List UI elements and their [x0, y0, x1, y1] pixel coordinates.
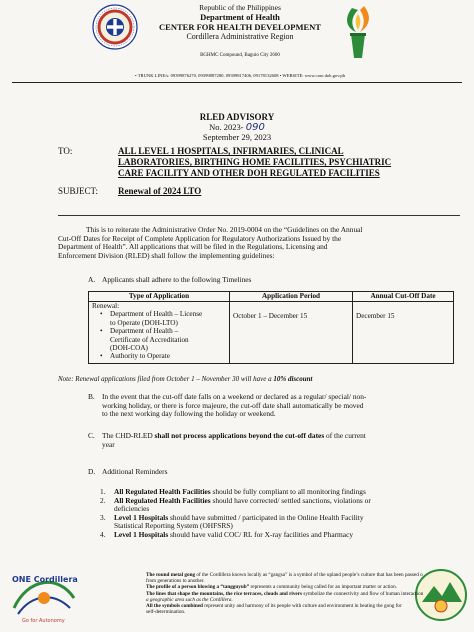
renewal-label: Renewal:: [92, 302, 120, 310]
table-row: [89, 302, 454, 364]
header-department: Department of Health: [200, 12, 280, 22]
timeline-item-2-line-3: (DOH-COA): [110, 344, 148, 353]
list-item: [92, 310, 226, 327]
reminder-3-text: [114, 514, 462, 531]
section-c-line-1: [102, 432, 462, 441]
reminder-2-cont: deficiencies: [114, 504, 150, 514]
bullet-icon: •: [100, 327, 103, 336]
timeline-item-2: [110, 327, 226, 352]
footer-line-3-rest: represents a community being called for an important matter or action.: [249, 584, 398, 591]
intro-line-4: Enforcement Division (RLED) shall follow the implementing guidelines:: [58, 250, 275, 260]
section-a-text: Applicants shall adhere to the following Timelines: [102, 275, 252, 284]
renewal-note-text: Note: Renewal applications filed from October 1 – November 30 will have a: [58, 375, 274, 383]
section-b-line-2: working holiday, or there is force majeure, the cut-off date shall automatically be moved: [102, 400, 364, 410]
section-b-text: [102, 393, 462, 419]
section-c-label: C.: [88, 431, 95, 440]
timeline-item-2-line-2: Certificate of Accreditation: [110, 335, 189, 344]
footer-line-5-rest: a geographic area such as the Cordillera.: [146, 596, 233, 603]
bullet-icon: •: [100, 310, 103, 319]
one-cordillera-logo-icon: [8, 568, 78, 624]
intro-line-1: This is to reiterate the Administrative Order No. 2019-0004 on the “Guidelines on the Annual: [86, 225, 363, 234]
footer-line-1-bold: The round metal gong: [146, 572, 196, 578]
to-line-1: ALL LEVEL 1 HOSPITALS, INFIRMARIES, CLINICAL: [118, 146, 344, 156]
reminder-3-rest: should have submitted / participated in the Online Health Facility: [168, 512, 364, 522]
intro-line-3: Department of Health”. All applications that will be filed in the Regulations, Licensing and: [58, 242, 328, 252]
section-c-line-2: year: [102, 439, 115, 449]
section-d-title: Additional Reminders: [102, 467, 168, 476]
footer-line-4-bold: The lines that shape the mountains, the rice terraces, clouds and rivers: [146, 590, 303, 597]
section-b-label: B.: [88, 392, 95, 401]
timeline-header-period: Application Period: [230, 292, 353, 302]
advisory-date: September 29, 2023: [202, 132, 272, 142]
subject-text: Renewal of 2024 LTO: [118, 186, 202, 196]
reminders-list: [100, 488, 462, 540]
header-divider: [12, 82, 462, 83]
timeline-table: [88, 291, 454, 364]
torch-logo-icon: [338, 4, 378, 60]
one-cordillera-logo-sub: Go for Autonomy: [22, 618, 65, 624]
reminder-2-bold: All Regulated Health Facilities: [114, 495, 211, 505]
reminder-3-cont: Statistical Reporting System (OHFSRS): [114, 521, 233, 531]
footer-line-3-bold: The profile of a person blowing a “tangguyub”: [146, 584, 250, 591]
header-region: Cordillera Administrative Region: [186, 32, 294, 41]
to-line-3: CARE FACILITY AND OTHER DOH REGULATED FACILITIES: [118, 168, 380, 178]
reminder-4-rest: should have valid COC/ RL for X-ray facilities and Pharmacy: [168, 529, 354, 539]
section-b-line-1: In the event that the cut-off date falls on a weekend or declared as a regular/ special/ non-: [102, 392, 367, 401]
subject-label: SUBJECT:: [58, 186, 99, 196]
timeline-item-3: Authority to Operate: [110, 352, 170, 361]
header-republic: Republic of the Philippines: [199, 3, 281, 12]
header-address: BGHMC Compound, Baguio City 2600: [200, 53, 280, 58]
footer-line-2-rest: from generations to another.: [146, 578, 205, 585]
footer-line-1-rest: of the Cordillera known locally as “gangsa” is a symbol of the upland people’s culture that has been passed o: [195, 572, 423, 578]
timeline-item-1: [110, 310, 226, 327]
to-line-2: LABORATORIES, BIRTHING HOME FACILITIES, PSYCHIATRIC: [118, 157, 392, 167]
reminder-1-rest: should be fully compliant to all monitoring findings: [210, 487, 366, 496]
reminder-2-rest: should have corrected/ settled sanctions, violations or: [210, 495, 371, 505]
advisory-number-prefix: No. 2023-: [209, 122, 244, 132]
reminder-3-bold: Level 1 Hospitals: [114, 512, 169, 522]
header-center: CENTER FOR HEALTH DEVELOPMENT: [159, 22, 321, 32]
footer-text: [146, 572, 468, 615]
timeline-header-type: Type of Application: [89, 292, 230, 302]
timeline-period-cell: October 1 – December 15: [230, 302, 353, 364]
advisory-number-handwritten: 090: [245, 122, 265, 133]
timeline-item-1-line-1: Department of Health – License: [110, 310, 203, 319]
renewal-note-discount: 10% discount: [273, 375, 313, 383]
section-c-bold: shall not process applications beyond the cut-off dates: [154, 431, 325, 440]
intro-paragraph: [58, 226, 462, 260]
bullet-icon: •: [100, 352, 103, 361]
footer-line-7-rest: self-determination.: [146, 609, 186, 616]
section-d-label: D.: [88, 467, 96, 476]
section-c-prefix: The CHD-RLED: [102, 431, 155, 440]
timeline-header-cutoff: Annual Cut-Off Date: [353, 292, 454, 302]
reminder-3-number: 3.: [100, 512, 106, 522]
renewal-note: [58, 375, 468, 383]
reminder-4-number: 4.: [100, 529, 106, 539]
intro-line-2: Cut-Off Dates for Receipt of Complete Application for Regulatory Authorizations Issued by the: [58, 233, 342, 243]
timeline-item-2-line-1: Department of Health –: [110, 327, 179, 336]
timeline-table-header-row: [89, 292, 454, 302]
section-a-label: A.: [88, 275, 96, 284]
reminder-4-text: [114, 531, 462, 540]
footer-line-6-bold: All the symbols combined: [146, 603, 203, 610]
list-item: [92, 327, 226, 352]
list-item: [100, 514, 462, 531]
section-c-suffix: of the current: [324, 431, 366, 440]
doh-seal-icon: [92, 4, 138, 50]
header-contacts: • TRUNK LINE/s: 09399876270, 09399887280, 09399817406, 09178132608 • WEBSITE: www.caro.doh.gov.ph: [135, 73, 345, 78]
reminder-4-bold: Level 1 Hospitals: [114, 529, 169, 539]
reminder-2-number: 2.: [100, 495, 106, 505]
subject-divider: [58, 215, 460, 216]
timeline-item-1-line-2: to Operate (DOH-LTO): [110, 318, 178, 327]
footer-line-6-rest: represent unity and harmony of its people with culture and environment in beating the gong for: [202, 603, 402, 610]
advisory-title: RLED ADVISORY: [199, 112, 275, 122]
timeline-type-cell: [89, 302, 230, 364]
to-label: TO:: [58, 146, 73, 156]
reminder-2-text: [114, 497, 462, 514]
section-c-text: [102, 432, 462, 449]
list-item: [92, 352, 226, 360]
footer-line-4-rest: symbolize the connectivity and flow of human interaction: [302, 590, 424, 597]
one-cordillera-logo-text: ONE Cordillera: [12, 575, 78, 584]
list-item: [100, 497, 462, 514]
list-item: [100, 531, 462, 540]
timeline-cutoff-cell: December 15: [353, 302, 454, 364]
section-b-line-3: to the next working day following the holiday or weekend.: [102, 409, 276, 419]
reminder-1-bold: All Regulated Health Facilities: [114, 487, 211, 496]
reminder-1-number: 1.: [100, 487, 106, 496]
footer-line-7: [146, 609, 468, 615]
